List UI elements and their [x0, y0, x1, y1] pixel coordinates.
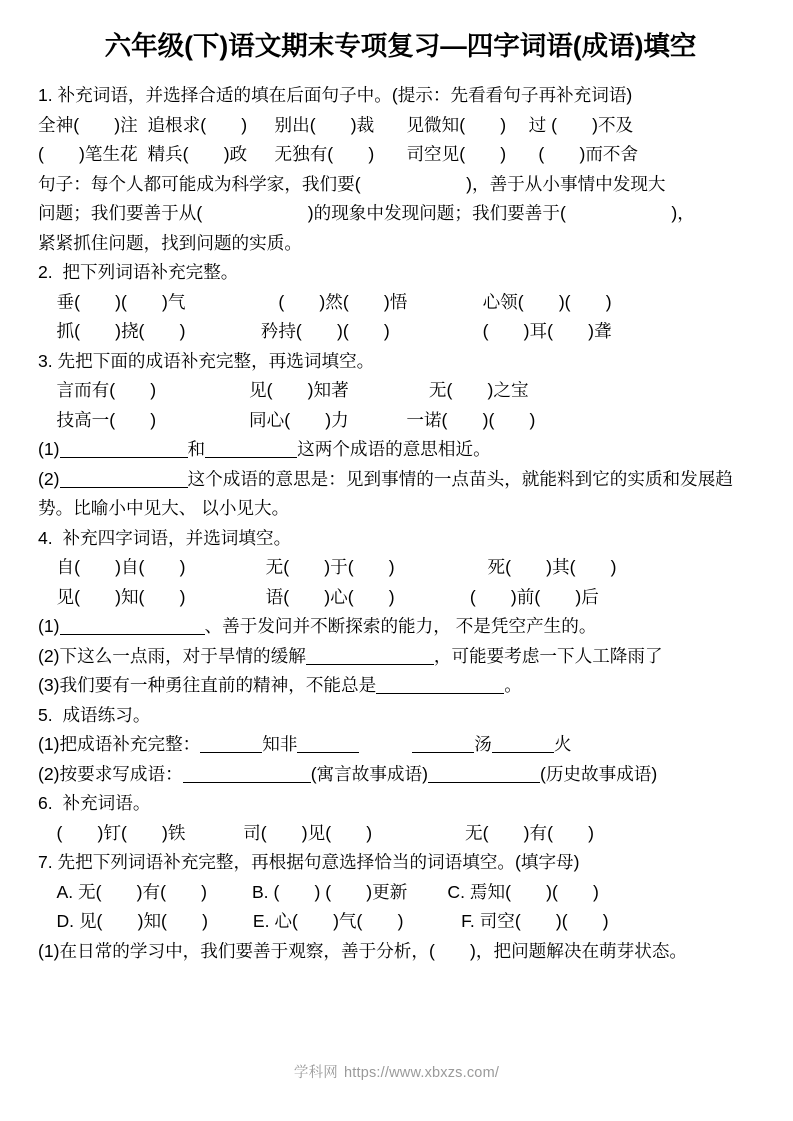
answer-blank[interactable]: [412, 736, 474, 753]
item-text: ，可能要考虑一下人工降雨了: [433, 645, 663, 666]
section-4-heading: 4. 补充四字词语，并选词填空。: [38, 527, 292, 548]
section-1-sentence-line-3: 紧紧抓住问题，找到问题的实质。: [38, 232, 302, 253]
item-text: 这两个成语的意思相近。: [297, 439, 491, 460]
section-7-options-row-1: A. 无( )有( ) B. ( ) ( )更新 C. 焉知( )( ): [56, 881, 599, 902]
section-4-item-1: [38, 612, 763, 642]
section-4-item-2: [38, 642, 763, 672]
item-text: (寓言故事成语): [310, 763, 428, 784]
answer-blank[interactable]: [376, 677, 504, 694]
item-label: (2): [38, 468, 60, 489]
item-text: 汤: [474, 734, 492, 755]
item-text: 把成语补充完整：: [59, 734, 201, 755]
answer-blank[interactable]: [297, 736, 359, 753]
page-title: 六年级(下)语文期末专项复习—四字词语(成语)填空: [104, 31, 697, 61]
answer-blank[interactable]: [205, 441, 297, 458]
item-text: 和: [187, 439, 206, 460]
item-text: [359, 734, 412, 754]
section-1-heading: 1. 补充词语，并选择合适的填在后面句子中。(提示：先看看句子再补充词语): [38, 85, 633, 106]
section-1-sentence-line-1: 句子：每个人都可能成为科学家，我们要( )，善于从小事情中发现大: [38, 173, 666, 194]
answer-blank[interactable]: [183, 766, 311, 783]
item-text: 火: [553, 734, 572, 755]
item-text: 、善于发问并不断探索的能力， 不是凭空产生的。: [204, 616, 597, 637]
answer-blank[interactable]: [200, 736, 262, 753]
answer-blank[interactable]: [428, 766, 540, 783]
item-text: 按要求写成语：: [59, 763, 183, 784]
watermark: [0, 1061, 793, 1082]
watermark-brand: 学科网: [293, 1065, 338, 1081]
section-4-word-row-2: 见( )知( ) 语( )心( ) ( )前( )后: [56, 586, 599, 607]
section-3-word-row-1: 言而有( ) 见( )知著 无( )之宝: [56, 380, 529, 401]
section-5-heading: 5. 成语练习。: [38, 704, 151, 725]
section-5: [38, 701, 763, 790]
section-4-item-3: [38, 671, 763, 701]
answer-blank[interactable]: [306, 648, 434, 665]
section-2-word-row-2: 抓( )挠( ) 矜持( )( ) ( )耳( )聋: [56, 321, 612, 342]
section-6-heading: 6. 补充词语。: [38, 793, 151, 814]
section-7-heading: 7. 先把下列词语补充完整，再根据句意选择恰当的词语填空。(填字母): [38, 852, 580, 873]
section-2-heading: 2. 把下列词语补充完整。: [38, 262, 239, 283]
item-label: (1): [38, 616, 60, 637]
section-4-word-row-1: 自( )自( ) 无( )于( ) 死( )其( ): [56, 557, 617, 578]
section-1-word-row-2: ( )笔生花 精兵( )政 无独有( ) 司空见( ) ( )而不舍: [38, 144, 639, 165]
section-7-item-1: [38, 937, 763, 967]
section-6: [38, 789, 763, 848]
watermark-url: https://www.xbxzs.com/: [344, 1065, 500, 1081]
answer-blank[interactable]: [60, 441, 188, 458]
section-3-item-1: [38, 435, 763, 465]
answer-blank[interactable]: [492, 736, 554, 753]
item-text: 在日常的学习中，我们要善于观察，善于分析，( )，把问题解决在萌芽状态。: [59, 940, 688, 961]
item-label: (1): [38, 940, 60, 961]
section-4: [38, 524, 763, 701]
section-3-item-2: [38, 465, 763, 524]
answer-blank[interactable]: [60, 471, 188, 488]
item-label: (3): [38, 675, 60, 696]
section-3-word-row-2: 技高一( ) 同心( )力 一诺( )( ): [56, 409, 536, 430]
section-3-heading: 3. 先把下面的成语补充完整，再选词填空。: [38, 350, 375, 371]
section-6-word-row-1: ( )钉( )铁 司( )见( ) 无( )有( ): [56, 822, 594, 843]
section-7-options-row-2: D. 见( )知( ) E. 心( )气( ) F. 司空( )( ): [56, 911, 609, 932]
section-1: [38, 81, 763, 258]
section-7: [38, 848, 763, 966]
item-text: 。: [504, 675, 522, 696]
item-label: (2): [38, 763, 60, 784]
item-label: (1): [38, 734, 60, 755]
section-5-item-2: [38, 760, 763, 790]
section-5-item-1: [38, 730, 763, 760]
answer-blank[interactable]: [60, 618, 205, 635]
section-2-word-row-1: 垂( )( )气 ( )然( )悟 心领( )( ): [56, 291, 612, 312]
item-label: (2): [38, 645, 60, 666]
section-1-word-row-1: 全神( )注 追根求( ) 别出( )裁 见微知( ) 过 ( )不及: [38, 114, 634, 135]
section-2: [38, 258, 763, 347]
item-text: 这个成语的意思是：见到事情的一点苗头，就能料到它的实质和发展趋势。比喻小中见大、 以小见大。: [38, 468, 733, 519]
item-label: (1): [38, 439, 60, 460]
item-text: 下这么一点雨，对于旱情的缓解: [59, 645, 306, 666]
item-text: 我们要有一种勇往直前的精神，不能总是: [59, 675, 377, 696]
section-3: [38, 347, 763, 524]
item-text: 知非: [262, 734, 298, 755]
item-text: (历史故事成语): [539, 763, 658, 784]
section-1-sentence-line-2: 问题；我们要善于从( )的现象中发现问题；我们要善于( )，: [38, 203, 695, 224]
